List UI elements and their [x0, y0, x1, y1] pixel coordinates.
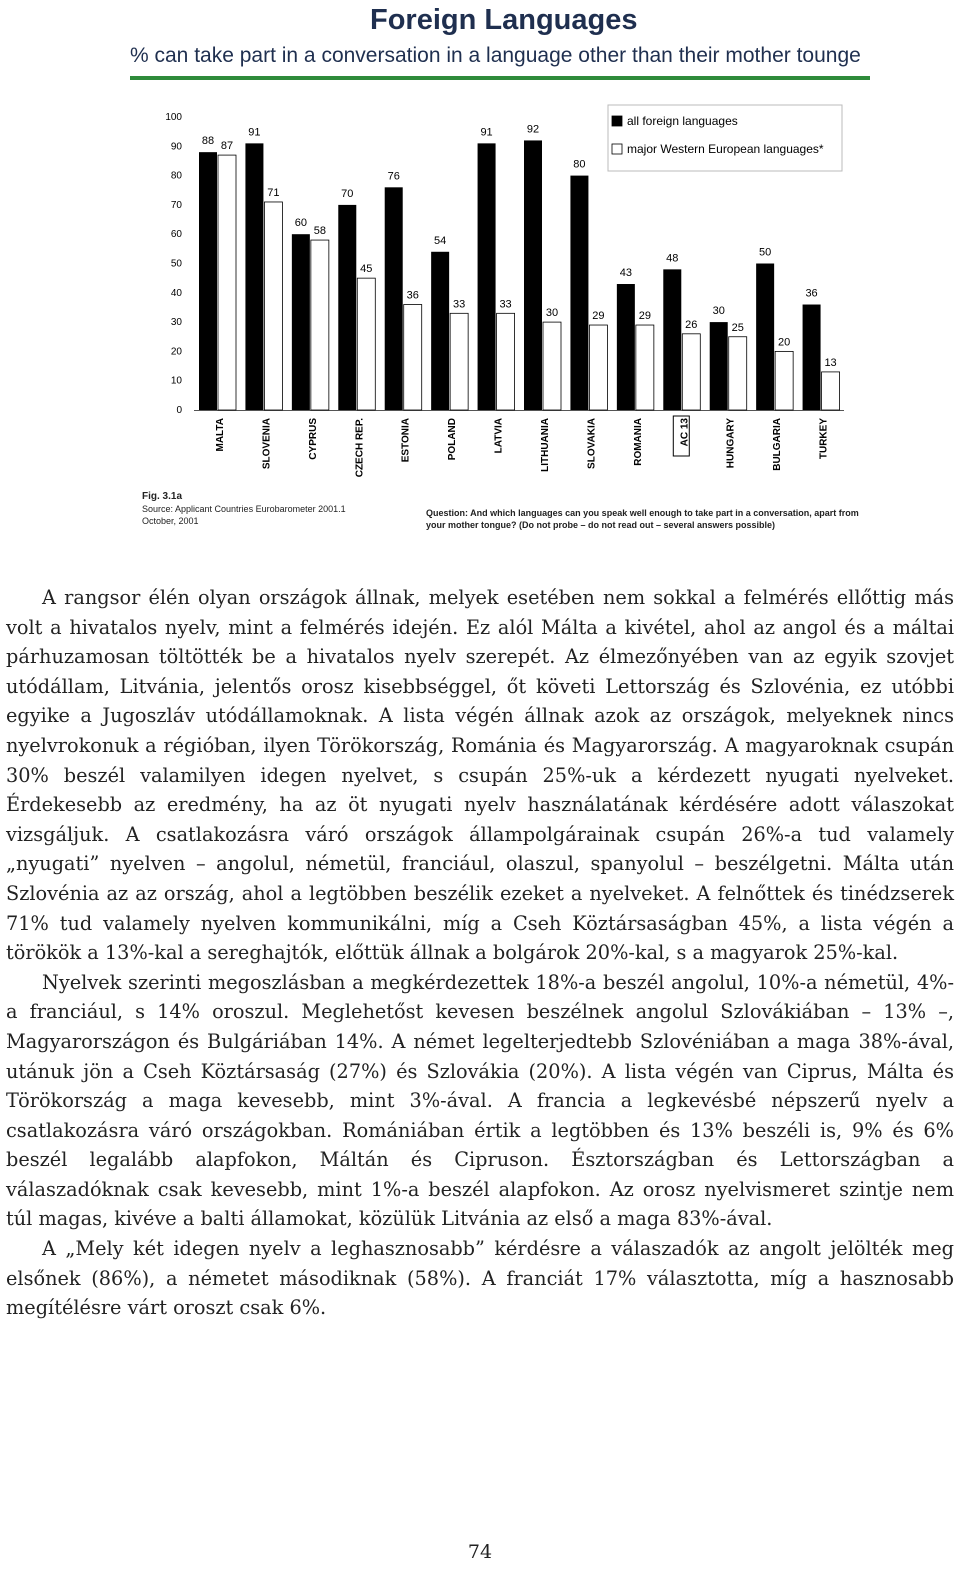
- bar-all-languages: [478, 143, 496, 410]
- x-tick-label: HUNGARY: [725, 418, 737, 469]
- source-date: October, 2001: [142, 516, 199, 526]
- x-tick-label: SLOVENIA: [261, 418, 273, 470]
- legend-label: all foreign languages: [627, 114, 738, 128]
- x-tick-label: MALTA: [215, 418, 226, 452]
- bar-western-languages: [775, 351, 793, 410]
- data-label: 76: [387, 170, 400, 183]
- legend: [608, 105, 842, 171]
- data-label: 70: [341, 187, 354, 200]
- x-tick-label: CZECH REP.: [354, 418, 366, 478]
- bar-western-languages: [311, 240, 329, 410]
- y-tick-label: 70: [170, 199, 182, 211]
- bar-all-languages: [663, 269, 681, 410]
- bar-western-languages: [357, 278, 375, 410]
- bar-western-languages: [543, 322, 561, 410]
- data-label: 92: [526, 123, 540, 136]
- data-label: 80: [573, 158, 586, 171]
- data-label: 58: [313, 225, 326, 238]
- source-line: Source: Applicant Countries Eurobarometer 2001.1: [142, 504, 346, 514]
- page-number: 74: [467, 1541, 493, 1563]
- data-label: 54: [434, 234, 447, 247]
- data-label: 60: [294, 217, 307, 230]
- bar-all-languages: [756, 264, 774, 411]
- bar-all-languages: [385, 187, 403, 410]
- figure-caption: [142, 491, 346, 527]
- data-label: 30: [545, 307, 559, 320]
- data-label: 26: [685, 318, 698, 331]
- figure-number: Fig. 3.1a: [142, 491, 183, 502]
- data-label: 29: [638, 310, 651, 323]
- y-tick-label: 10: [170, 375, 182, 387]
- bar-western-languages: [264, 202, 282, 410]
- data-label: 87: [220, 140, 234, 153]
- paragraph-3: A „Mely két idegen nyelv a leghasznosabb” kérdésre a válaszadók az angolt jelölték meg elsőnek (86%), a németet másodiknak (58%). A franciát 17% választotta, míg a hasznosabb megítélésre várt oroszt csak 6%.: [6, 1237, 954, 1320]
- data-label: 45: [360, 263, 373, 276]
- paragraph-2: Nyelvek szerinti megoszlásban a megkérdezettek 18%-a beszél angolul, 10%-a németül, 4%-a franciául, s 14% oroszul. Meglehetőst kevesen beszélnek angolul Szlovákiában – 13% –, Magyarországon és Bulgáriában 14%. A német legelterjedtebb Szlovéniában a maga 38%-ával, utánuk jön a Cseh Köztársaság (27%) és Szlovákia (20%). A lista végén van Ciprus, Málta és Törökország a maga kevesebb, mint 3%-ával. A francia a legkevésbé népszerű nyelv a csatlakozásra váró országokban. Romániában értik a legtöbben és 13% beszéli is, 9% és 6% beszél legalább alapfokon, Máltán és Cipruson. Észtországban és Lettországban a válaszadóknak csak kevesebb, mint 1%-a beszél alapfokon. Az orosz nyelvismeret szintje nem túl magas, kivéve a balti államokat, közülük Litvánia az első a maga 83%-ával.: [6, 970, 954, 1231]
- legend-label: major Western European languages*: [627, 142, 824, 156]
- question-line-2: your mother tongue? (Do not probe – do not read out – several answers possible): [426, 520, 776, 530]
- bar-all-languages: [292, 234, 310, 410]
- bar-all-languages: [245, 143, 263, 410]
- data-label: 91: [480, 126, 493, 139]
- question-line-1: Question: And which languages can you speak well enough to take part in a conversation, apart from: [426, 508, 859, 518]
- bar-western-languages: [636, 325, 654, 410]
- body-text: [6, 583, 954, 1323]
- data-label: 33: [453, 298, 466, 311]
- y-tick-label: 30: [170, 317, 182, 329]
- bar-western-languages: [682, 334, 700, 410]
- data-label: 13: [824, 356, 837, 369]
- bar-western-languages: [218, 155, 236, 410]
- data-label: 30: [712, 305, 725, 318]
- legend-swatch: [612, 144, 622, 154]
- data-label: 20: [778, 336, 791, 349]
- bar-all-languages: [710, 322, 728, 410]
- legend-swatch: [612, 116, 622, 126]
- y-tick-label: 80: [170, 170, 182, 182]
- paragraph-1: A rangsor élén olyan országok állnak, melyek esetében nem sokkal a felmérés ellőttig más volt a hivatalos nyelv, mint a felmérés idején. Ez alól Málta a kivétel, ahol az angol és a máltai párhuzamosan töltötték be a hivatalos nyelv szerepét. Az élmezőnyében van az egyik szovjet utódállam, Litvánia, jelentős orosz kisebbséggel, őt követi Lettország és Szlovénia, ez utóbbi egyike a Jugoszláv utódállamoknak. A lista végén állnak azok az országok, melyeknek nincs nyelvrokonuk a régióban, ilyen Törökország, Románia és Magyarország. A magyaroknak csupán 30% beszél valamilyen idegen nyelvet, s csupán 25%-uk a kérdezett nyugati nyelveket. Érdekesebb az eredmény, ha az öt nyugati nyelv használatának kérdésére adott válaszokat vizsgáljuk. A csatlakozásra váró országok állampolgárainak csupán 26%-a tud valamely „nyugati” nyelven – angolul, németül, franciául, olaszul, spanyolul – beszélgetni. Málta után Szlovénia az az ország, ahol a legtöbben beszélik ezeket a nyelveket. A felnőttek és tinédzserek 71% tud valamely nyelven kommunikálni, míg a Cseh Köztársaságban 45%, a lista végén a törökök a 13%-kal a sereghajtók, előttük állnak a bolgárok 20%-kal, s a magyarok 25%-kal.: [6, 586, 954, 965]
- data-label: 88: [201, 135, 215, 148]
- bar-all-languages: [338, 205, 356, 410]
- y-tick-label: 100: [165, 112, 182, 123]
- y-tick-label: 90: [170, 141, 182, 153]
- bar-all-languages: [431, 252, 449, 410]
- bar-western-languages: [729, 337, 747, 410]
- x-tick-label: ESTONIA: [400, 418, 412, 463]
- y-tick-label: 0: [176, 405, 182, 416]
- y-axis: [165, 112, 182, 416]
- y-tick-label: 60: [170, 229, 182, 241]
- data-label: 48: [666, 252, 679, 265]
- bar-chart: [114, 0, 882, 540]
- bar-all-languages: [617, 284, 635, 410]
- bar-all-languages: [199, 152, 217, 410]
- data-label: 91: [248, 126, 261, 139]
- x-tick-label: POLAND: [447, 418, 459, 461]
- x-tick-label: BULGARIA: [772, 418, 784, 471]
- figure: [114, 0, 882, 540]
- x-tick-label: LATVIA: [493, 418, 505, 454]
- bar-western-languages: [404, 305, 422, 410]
- bar-all-languages: [803, 305, 821, 410]
- bar-western-languages: [822, 372, 840, 410]
- figure-title: Foreign Languages: [370, 4, 638, 36]
- data-label: 33: [499, 298, 512, 311]
- data-label: 43: [619, 267, 632, 280]
- x-tick-label: ROMANIA: [632, 418, 644, 466]
- data-label: 25: [731, 321, 744, 334]
- x-tick-label: SLOVAKIA: [586, 418, 598, 469]
- data-label: 29: [592, 310, 605, 323]
- bar-western-languages: [497, 313, 515, 410]
- x-tick-label: AC 13: [679, 418, 691, 447]
- x-axis: [194, 411, 844, 478]
- y-tick-label: 20: [170, 346, 182, 358]
- bar-all-languages: [570, 176, 588, 410]
- bar-all-languages: [524, 140, 542, 410]
- data-label: 50: [759, 246, 772, 259]
- data-label: 36: [805, 287, 818, 300]
- data-label: 36: [406, 289, 419, 302]
- x-tick-label: LITHUANIA: [540, 418, 551, 472]
- figure-subtitle: % can take part in a conversation in a language other than their mother tounge: [130, 44, 861, 67]
- y-tick-label: 40: [170, 287, 182, 299]
- bar-western-languages: [589, 325, 607, 410]
- bar-western-languages: [450, 313, 468, 410]
- survey-question: [426, 507, 859, 531]
- data-label: 71: [267, 186, 280, 199]
- x-tick-label: TURKEY: [818, 418, 830, 460]
- y-tick-label: 50: [170, 258, 182, 270]
- x-tick-label: CYPRUS: [307, 418, 319, 460]
